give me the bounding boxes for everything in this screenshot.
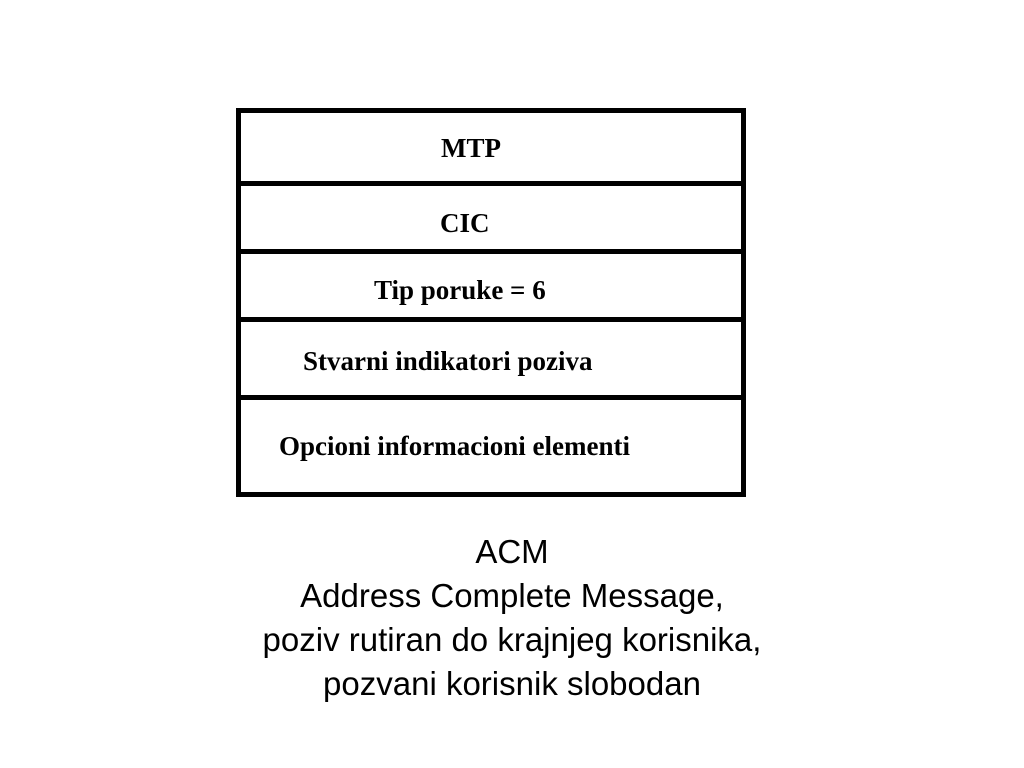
- caption-line-full-name: Address Complete Message,: [300, 577, 724, 614]
- caption-line-routing: poziv rutiran do krajnjeg korisnika,: [262, 621, 762, 658]
- field-call-indicators: [241, 317, 741, 395]
- field-message-type: [241, 249, 741, 317]
- field-cic: [241, 181, 741, 249]
- field-optional-elements: [241, 395, 741, 497]
- message-format-diagram: [236, 108, 746, 497]
- field-call-indicators-label: Stvarni indikatori poziva: [303, 346, 593, 376]
- field-optional-elements-label: Opcioni informacioni elementi: [279, 431, 630, 461]
- field-mtp-label: MTP: [441, 133, 501, 163]
- caption-line-status: pozvani korisnik slobodan: [323, 665, 701, 702]
- field-mtp: [241, 113, 741, 181]
- caption: [0, 530, 1024, 706]
- field-message-type-label: Tip poruke = 6: [374, 275, 546, 305]
- field-cic-label: CIC: [440, 208, 490, 238]
- caption-line-acm: ACM: [475, 533, 549, 570]
